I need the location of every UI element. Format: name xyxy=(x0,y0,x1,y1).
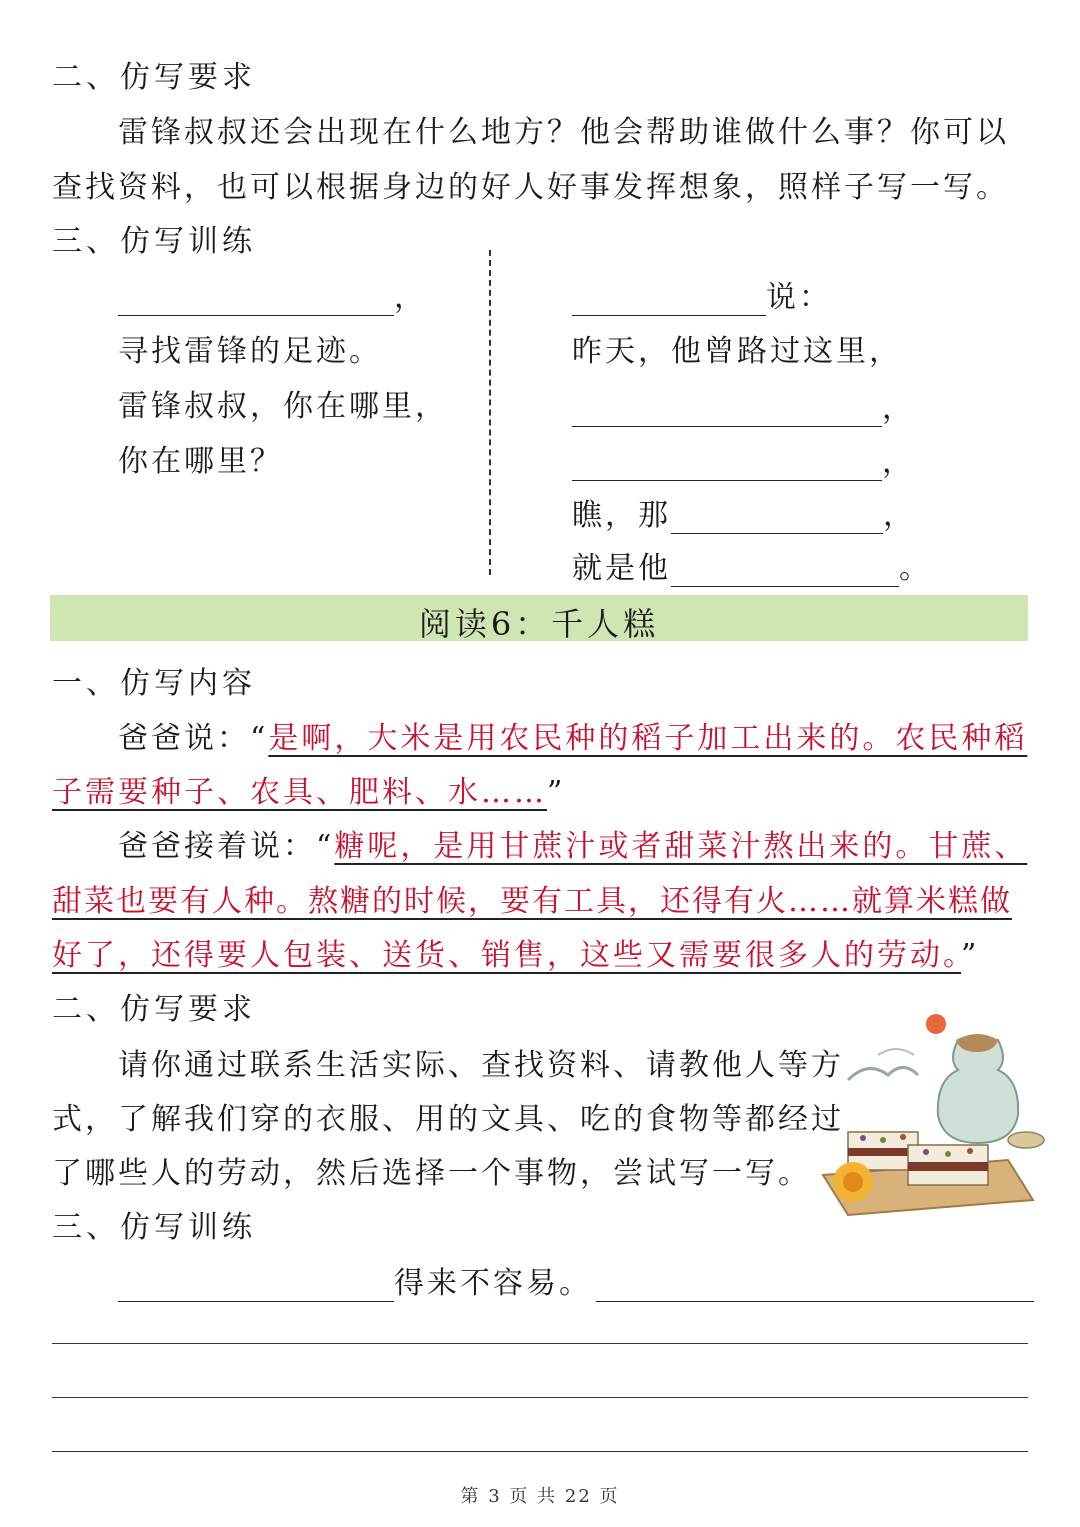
cloud-swirl xyxy=(848,1068,918,1081)
training-mid-text: 得来不容易。 xyxy=(394,1266,592,1301)
fill-blank[interactable] xyxy=(572,285,766,316)
footer-suffix: 页 xyxy=(599,1486,620,1507)
footer-mid: 页 共 xyxy=(509,1486,558,1507)
footer-prefix: 第 xyxy=(460,1486,481,1507)
requirements-2-line-1: 请你通过联系生活实际、查找资料、请教他人等方 xyxy=(118,1048,844,1083)
right-look-row xyxy=(572,490,916,534)
left-line-1: 寻找雷锋的足迹。 xyxy=(118,334,382,369)
fill-blank[interactable] xyxy=(118,285,394,316)
fill-blank[interactable] xyxy=(596,1271,1034,1302)
section-heading-requirements-2: 二、仿写要求 xyxy=(52,992,256,1027)
fill-blank[interactable] xyxy=(572,396,882,427)
writing-line[interactable] xyxy=(52,1343,1028,1344)
rice-cake-icon xyxy=(908,1145,988,1185)
left-line-2: 雷锋叔叔，你在哪里， xyxy=(118,389,448,424)
section-heading-requirements: 二、仿写要求 xyxy=(52,60,256,95)
fill-blank[interactable] xyxy=(671,556,899,587)
say-label: 说： xyxy=(766,280,832,315)
total-pages: 22 xyxy=(564,1486,592,1507)
sun-icon xyxy=(926,1014,946,1034)
requirements-2-line-2: 式，了解我们穿的衣服、用的文具、吃的食物等都经过 xyxy=(52,1102,844,1137)
tea-cup-icon xyxy=(1008,1132,1044,1148)
quote-lead: 爸爸说：“ xyxy=(118,721,269,756)
quote-close: ” xyxy=(961,938,980,973)
left-line-3: 你在哪里？ xyxy=(118,444,283,479)
content-para-2-line-3 xyxy=(52,930,979,974)
quoted-text: 子需要种子、农具、肥料、水…… xyxy=(52,775,547,810)
writing-line[interactable] xyxy=(52,1451,1028,1452)
quoted-text: 是啊，大米是用农民种的稻子加工出来的。农民种稻 xyxy=(268,721,1028,756)
fill-blank[interactable] xyxy=(572,450,882,481)
fill-blank[interactable] xyxy=(118,1271,394,1302)
look-label: 瞧，那 xyxy=(572,498,671,533)
writing-line[interactable] xyxy=(52,1397,1028,1398)
rice-cake-illustration xyxy=(808,1010,1048,1225)
chrysanthemum-icon xyxy=(833,1162,873,1202)
cloud-swirl xyxy=(878,1049,914,1055)
column-divider xyxy=(489,250,491,575)
right-say-row xyxy=(572,272,832,316)
comma: ， xyxy=(394,280,427,315)
period: 。 xyxy=(899,551,932,586)
quoted-text: 糖呢，是用甘蔗汁或者甜菜汁熬出来的。甘蔗、 xyxy=(334,829,1028,864)
comma: ， xyxy=(882,391,915,426)
reading-title-banner xyxy=(50,595,1028,641)
comma: ， xyxy=(882,445,915,480)
requirements-text-line-2: 查找资料，也可以根据身边的好人好事发挥想象，照样子写一写。 xyxy=(52,170,1009,205)
reading-title: 阅读6：千人糕 xyxy=(418,605,660,643)
right-blank-row-b xyxy=(572,437,915,481)
page-number: 3 xyxy=(488,1486,502,1507)
fill-blank[interactable] xyxy=(671,503,883,534)
section-heading-training: 三、仿写训练 xyxy=(52,224,256,259)
is-him-label: 就是他 xyxy=(572,551,671,586)
requirements-text-line-1: 雷锋叔叔还会出现在什么地方？他会帮助谁做什么事？你可以 xyxy=(118,115,1009,150)
content-para-1-line-1 xyxy=(118,713,1027,757)
comma: ， xyxy=(883,498,916,533)
requirements-2-line-3: 了哪些人的劳动，然后选择一个事物，尝试写一写。 xyxy=(52,1156,811,1191)
quoted-text: 甜菜也要有人种。熬糖的时候，要有工具，还得有火……就算米糕做 xyxy=(52,884,1012,919)
right-blank-row-a xyxy=(572,383,915,427)
content-para-1-line-2 xyxy=(52,767,565,811)
quote-lead: 爸爸接着说：“ xyxy=(118,829,335,864)
right-is-him-row xyxy=(572,543,932,587)
right-line-1: 昨天，他曾路过这里， xyxy=(572,334,902,369)
left-blank-row xyxy=(118,272,427,316)
section-heading-training-2: 三、仿写训练 xyxy=(52,1210,256,1245)
quoted-text: 好了，还得要人包装、送货、销售，这些又需要很多人的劳动。 xyxy=(52,938,961,973)
jar-icon xyxy=(938,1040,1018,1143)
content-para-2-line-2 xyxy=(52,876,1012,920)
quote-close: ” xyxy=(547,775,566,810)
section-heading-content: 一、仿写内容 xyxy=(52,666,256,701)
page-footer xyxy=(0,1482,1080,1508)
content-para-2-line-1 xyxy=(118,821,1027,865)
training-2-row xyxy=(118,1258,1034,1302)
